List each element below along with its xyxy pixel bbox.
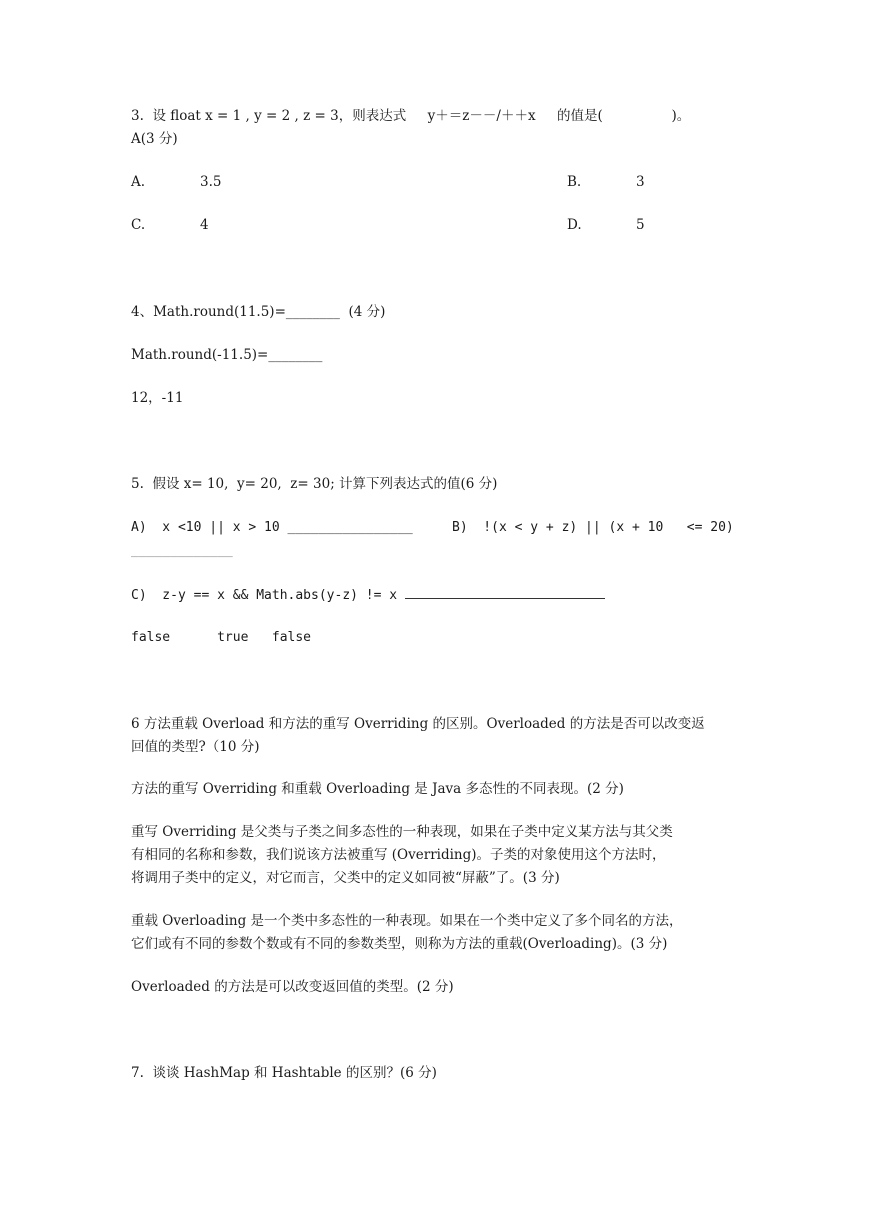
q7-title: 7. 谈谈 HashMap 和 Hashtable 的区别？(6 分)	[131, 1065, 437, 1081]
q6-paragraph-2-line2: 有相同的名称和参数，我们说该方法被重写 (Overriding)。子类的对象使用这个方法时，	[131, 847, 666, 863]
q5-part-b-blank: _____________	[131, 543, 233, 558]
q5-part-c	[131, 584, 605, 606]
q3-option-c-value: 4	[200, 217, 209, 233]
q5-part-c-text: C) z-y == x && Math.abs(y-z) != x	[131, 588, 405, 603]
q3-option-a-letter: A.	[131, 174, 146, 190]
q3-option-b-letter: B.	[567, 174, 582, 190]
q6-paragraph-2-line3: 将调用子类中的定义，对它而言，父类中的定义如同被“屏蔽”了。(3 分)	[131, 870, 560, 886]
q3-question-line1: 3. 设 float x = 1 , y = 2 , z = 3，则表达式 y＋＝z－－/＋＋x 的值是( )。	[131, 108, 691, 124]
q6-paragraph-1: 方法的重写 Overriding 和重载 Overloading 是 Java 多态性的不同表现。(2 分)	[131, 781, 624, 797]
q6-title-line1: 6 方法重载 Overload 和方法的重写 Overriding 的区别。Overloaded 的方法是否可以改变返	[131, 716, 705, 732]
q3-option-d-letter: D.	[567, 217, 582, 233]
q6-paragraph-3-line2: 它们或有不同的参数个数或有不同的参数类型，则称为方法的重载(Overloading)。(3 分)	[131, 936, 668, 952]
q5-part-c-blank	[405, 584, 605, 599]
q5-title: 5. 假设 x= 10, y= 20, z= 30; 计算下列表达式的值(6 分)	[131, 476, 498, 492]
q6-paragraph-3-line1: 重载 Overloading 是一个类中多态性的一种表现。如果在一个类中定义了多个同名的方法，	[131, 913, 683, 929]
q3-option-b-value: 3	[636, 174, 645, 190]
q5-answers: false true false	[131, 630, 312, 645]
q3-option-a-value: 3.5	[200, 174, 222, 190]
q3-option-c-letter: C.	[131, 217, 146, 233]
q4-question-line1: 4、Math.round(11.5)=________ (4 分)	[131, 304, 386, 320]
q6-paragraph-2-line1: 重写 Overriding 是父类与子类之间多态性的一种表现，如果在子类中定义某方法与其父类	[131, 824, 673, 840]
q6-paragraph-4: Overloaded 的方法是可以改变返回值的类型。(2 分)	[131, 979, 454, 995]
q3-question-line2: A(3 分)	[131, 131, 178, 147]
q5-part-a: A) x <10 || x > 10 ________________	[131, 520, 413, 535]
q4-answer: 12，-11	[131, 390, 184, 406]
q5-part-b: B) !(x < y + z) || (x + 10 <= 20)	[452, 520, 734, 535]
q6-title-line2: 回值的类型?（10 分)	[131, 739, 260, 755]
q4-question-line2: Math.round(-11.5)=________	[131, 347, 323, 363]
q3-option-d-value: 5	[636, 217, 645, 233]
